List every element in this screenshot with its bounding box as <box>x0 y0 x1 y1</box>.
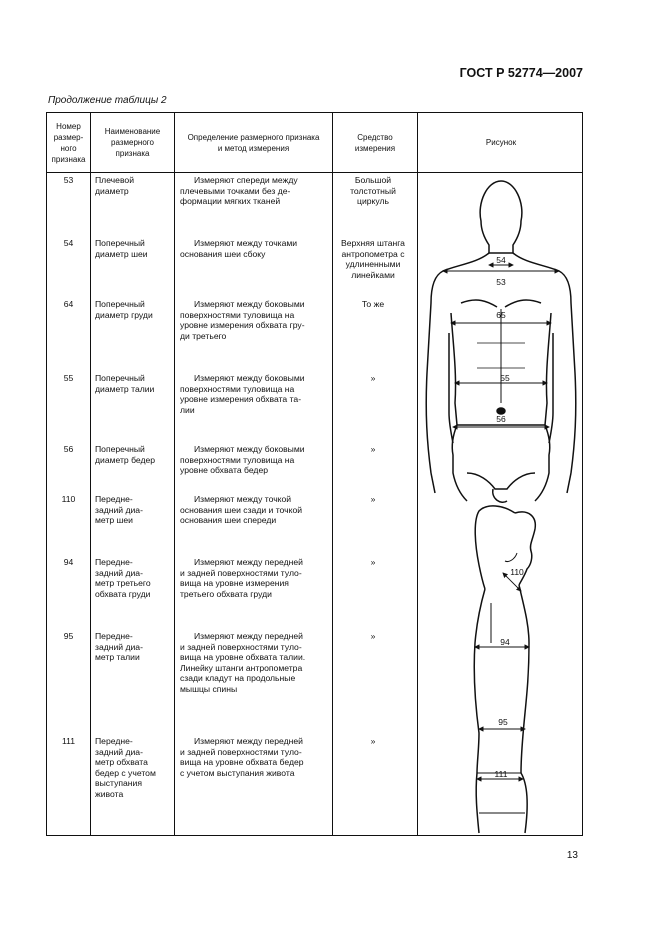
feature-name-line: Поперечный <box>95 238 145 248</box>
body-measurement-figure <box>417 173 583 836</box>
header-tool-text: измерения <box>354 143 396 153</box>
feature-name-line: метр шеи <box>95 515 133 526</box>
measurement-definition-line: Измеряют между передней <box>194 631 303 641</box>
header-number <box>47 113 90 172</box>
measurement-definition-line: с учетом выступания живота <box>180 767 295 778</box>
measurement-tool-line: » <box>370 494 376 504</box>
measurement-tool-line: линейками <box>351 269 395 280</box>
measurement-definition <box>180 175 326 207</box>
feature-name-line: живота <box>95 788 124 799</box>
row-number: 53 <box>63 175 74 185</box>
feature-name <box>95 631 170 663</box>
header-tool-text: Средство <box>357 132 393 142</box>
measurement-tool <box>334 557 412 568</box>
feature-name-line: Плечевой <box>95 175 134 185</box>
measurement-definition-line: Измеряют между точкой <box>194 494 292 504</box>
feature-name-line: задний диа- <box>95 567 143 578</box>
measurement-definition-line: Измеряют между боковыми <box>194 299 305 309</box>
feature-name <box>95 444 170 465</box>
measurement-definition <box>180 631 326 695</box>
feature-name-line: метр обхвата <box>95 757 148 768</box>
measurement-definition <box>180 238 326 259</box>
measurement-tool-line: удлиненными <box>345 259 401 270</box>
measurement-tool-line: » <box>370 557 376 567</box>
header-definition <box>175 113 332 172</box>
measurement-tool-line: » <box>370 736 376 746</box>
measurement-definition-line: вища на уровне обхвата талии. <box>180 652 306 663</box>
document-code: ГОСТ Р 52774—2007 <box>459 66 583 80</box>
feature-name <box>95 373 170 394</box>
side-measurement-lines <box>475 573 529 779</box>
measurement-tool <box>334 175 412 207</box>
measurement-definition-line: основания шеи спереди <box>180 515 277 526</box>
feature-name-line: Передне- <box>95 494 133 504</box>
row-number: 94 <box>63 557 74 567</box>
feature-name <box>95 238 170 259</box>
table-row <box>47 631 417 694</box>
measurement-definition-line: третьего обхвата груди <box>180 588 272 599</box>
label-chest-depth: 94 <box>500 637 510 647</box>
measurement-tool <box>334 736 412 747</box>
header-number-text: Номер <box>56 121 81 131</box>
measurement-tool-line: » <box>370 631 376 641</box>
feature-name-line: метр талии <box>95 652 140 663</box>
feature-name-line: бедер с учетом <box>95 767 156 778</box>
measurement-definition-line: уровне измерения обхвата гру- <box>180 320 305 331</box>
row-number: 55 <box>63 373 74 383</box>
table-row <box>47 175 417 207</box>
measurement-definition-line: Измеряют между боковыми <box>194 373 305 383</box>
measurement-definition-line: формации мягких тканей <box>180 196 281 207</box>
feature-name-line: выступания <box>95 778 143 789</box>
header-number-text: размер- <box>53 132 84 142</box>
measurement-definition <box>180 494 326 526</box>
measurement-definition-line: плечевыми точками без де- <box>180 185 291 196</box>
measurement-definition-line: поверхностями туловища на <box>180 309 295 320</box>
measurement-definition-line: вища на уровне измерения <box>180 578 289 589</box>
measurement-definition <box>180 736 326 778</box>
measurement-definition-line: Измеряют спереди между <box>194 175 298 185</box>
measurement-definition-line: ди третьего <box>180 330 227 341</box>
measurement-definition-line: вища на уровне обхвата бедер <box>180 757 304 768</box>
feature-name-line: диаметр <box>95 185 129 196</box>
feature-name-line: метр третьего <box>95 578 151 589</box>
label-hip-width: 56 <box>496 414 506 424</box>
header-name-text: размерного <box>111 138 154 147</box>
feature-name-line: Передне- <box>95 631 133 641</box>
measurement-definition-line: Измеряют между боковыми <box>194 444 305 454</box>
front-view-figure <box>426 181 576 502</box>
measurement-definition <box>180 373 326 415</box>
measurement-definition-line: сзади кладут на продольные <box>180 673 296 684</box>
measurement-definition-line: Измеряют между передней <box>194 736 303 746</box>
header-name <box>91 113 174 172</box>
measurement-tool-line: То же <box>361 299 385 309</box>
label-chest-width: 65 <box>496 310 506 320</box>
side-view-figure <box>474 506 535 833</box>
feature-name-line: Поперечный <box>95 299 145 309</box>
measurement-definition-line: и задней поверхностями туло- <box>180 746 302 757</box>
header-figure-text: Рисунок <box>485 138 517 147</box>
header-tool <box>333 113 417 172</box>
table-row <box>47 557 417 599</box>
measurement-definition-line: и задней поверхностями туло- <box>180 567 302 578</box>
measurement-definition-line: уровне измерения обхвата та- <box>180 394 302 405</box>
table-row <box>47 444 417 476</box>
feature-name-line: Передне- <box>95 736 133 746</box>
measurement-tool <box>334 373 412 384</box>
feature-name <box>95 736 170 800</box>
label-waist-depth: 95 <box>498 717 508 727</box>
label-neck-depth: 110 <box>510 567 524 577</box>
feature-name-line: диаметр груди <box>95 309 153 320</box>
feature-name-line: диаметр шеи <box>95 248 148 259</box>
measurement-tool <box>334 444 412 455</box>
measurement-definition-line: Измеряют между точками <box>194 238 298 248</box>
table-row <box>47 494 417 526</box>
feature-name-line: задний диа- <box>95 746 143 757</box>
label-hip-depth: 111 <box>494 769 508 779</box>
feature-name <box>95 494 170 526</box>
table-row <box>47 373 417 415</box>
measurement-definition <box>180 299 326 341</box>
header-figure <box>418 113 584 172</box>
label-neck-width: 54 <box>496 255 506 265</box>
row-number: 111 <box>61 736 76 746</box>
table-caption: Продолжение таблицы 2 <box>48 95 167 106</box>
measurement-definition-line: основания шеи сзади и точкой <box>180 504 303 515</box>
table-row <box>47 299 417 341</box>
table-row <box>47 238 417 280</box>
feature-name <box>95 299 170 320</box>
feature-name-line: диаметр бедер <box>95 454 156 465</box>
measurement-tool-line: Большой <box>354 175 392 185</box>
measurement-definition-line: лии <box>180 404 195 415</box>
feature-name-line: Поперечный <box>95 373 145 383</box>
body-diagram-svg <box>417 173 583 836</box>
measurement-tool <box>334 238 412 280</box>
measurement-tool-line: циркуль <box>357 196 389 207</box>
header-definition-text: и метод измерения <box>217 143 290 153</box>
label-shoulder-width: 53 <box>496 277 506 287</box>
row-number: 56 <box>63 444 74 454</box>
measurement-tool-line: толстотный <box>350 185 396 196</box>
measurement-definition-line: мышцы спины <box>180 683 238 694</box>
measurement-definition-line: уровне обхвата бедер <box>180 465 269 476</box>
page-number: 13 <box>566 850 578 861</box>
label-waist-width: 55 <box>500 373 510 383</box>
measurement-definition-line: Линейку штанги антропометра <box>180 662 303 673</box>
feature-name <box>95 175 170 196</box>
header-number-text: признака <box>51 154 86 164</box>
feature-name-line: задний диа- <box>95 504 143 515</box>
feature-name-line: диаметр талии <box>95 383 155 394</box>
measurement-tool <box>334 494 412 505</box>
measurement-definition <box>180 557 326 599</box>
feature-name-line: задний диа- <box>95 641 143 652</box>
measurement-definition <box>180 444 326 476</box>
header-name-text: признака <box>115 149 150 158</box>
row-number: 110 <box>61 494 76 504</box>
feature-name-line: Передне- <box>95 557 133 567</box>
feature-name-line: Поперечный <box>95 444 145 454</box>
measurement-tool-line: » <box>370 444 376 454</box>
row-number: 95 <box>63 631 74 641</box>
measurement-definition-line: поверхностями туловища на <box>180 383 295 394</box>
row-number: 64 <box>63 299 74 309</box>
feature-name <box>95 557 170 599</box>
measurement-definition-line: Измеряют между передней <box>194 557 303 567</box>
measurement-tool-line: антропометра с <box>341 248 405 259</box>
header-name-text: Наименование <box>104 127 161 136</box>
feature-name-line: обхвата груди <box>95 588 151 599</box>
measurement-tool <box>334 299 412 310</box>
measurements-table <box>46 112 583 836</box>
header-definition-text: Определение размерного признака <box>187 132 320 142</box>
row-number: 54 <box>63 238 74 248</box>
measurement-tool-line: Верхняя штанга <box>341 238 405 248</box>
measurement-definition-line: и задней поверхностями туло- <box>180 641 302 652</box>
measurement-definition-line: основания шеи сбоку <box>180 248 266 259</box>
measurement-definition-line: поверхностями туловища на <box>180 454 295 465</box>
table-row <box>47 736 417 799</box>
measurement-tool <box>334 631 412 642</box>
measurement-tool-line: » <box>370 373 376 383</box>
header-number-text: ного <box>60 143 77 153</box>
